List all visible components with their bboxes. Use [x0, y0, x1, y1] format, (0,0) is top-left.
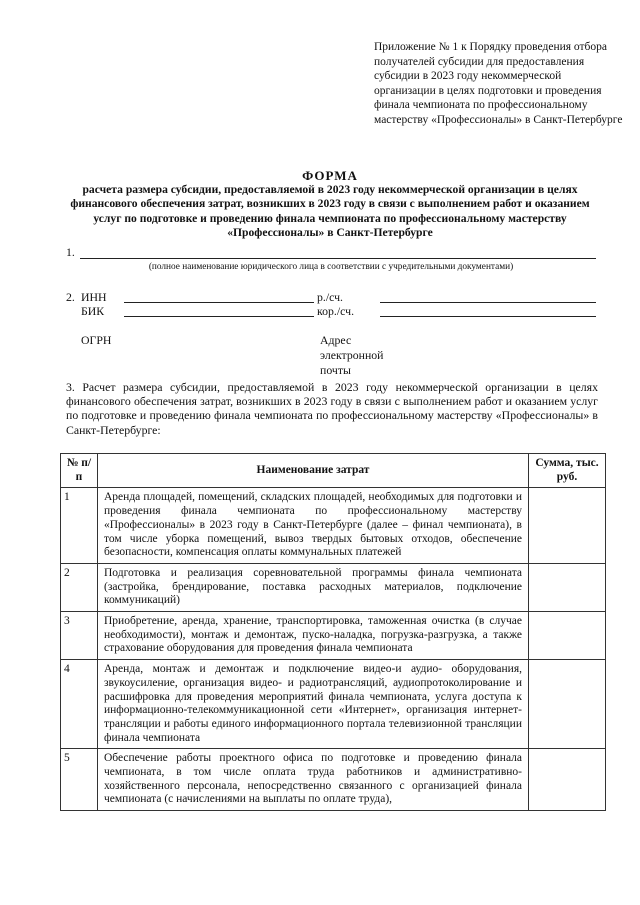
field2-number: 2.: [66, 290, 75, 304]
row-number: 1: [61, 488, 98, 564]
appendix-note: Приложение № 1 к Порядку проведения отбора получателей субсидии для предоставления субсидии в 2023 году некоммерческой организации в целях подготовки и проведения финала чемпионата по профессиональному мастерству «Профессионалы» в Санкт-Петербурге: [374, 41, 623, 126]
row-number: 2: [61, 563, 98, 611]
email-label-2: электронной: [320, 348, 384, 362]
header-name: Наименование затрат: [98, 454, 529, 488]
row-name: Обеспечение работы проектного офиса по подготовке и проведению финала чемпионата, в том числе оплата труда работников и административно-хозяйственного персонала, непосредственно связанного с организацией финала чемпионата (с начислениями на выплаты по оплате труда),: [98, 749, 529, 811]
row-name: Приобретение, аренда, хранение, транспортировка, таможенная очистка (в случае необходимости), монтаж и демонтаж, пуско-наладка, погрузка-разгрузка, а также страхование оборудования для проведения финала чемпионата: [98, 612, 529, 660]
ogrn-label: ОГРН: [81, 333, 112, 347]
row-number: 3: [61, 612, 98, 660]
row-number: 5: [61, 749, 98, 811]
inn-label: ИНН: [81, 290, 107, 304]
row-name: Подготовка и реализация соревновательной программы финала чемпионата (застройка, брендирование, поставка расходных материалов, подключение коммуникаций): [98, 563, 529, 611]
row-sum[interactable]: [529, 749, 606, 811]
field1-number: 1.: [66, 245, 75, 259]
email-label-1: Адрес: [320, 333, 352, 347]
row-sum[interactable]: [529, 488, 606, 564]
costs-table: [60, 453, 606, 811]
table-row: [61, 612, 606, 660]
paragraph-3: 3. Расчет размера субсидии, предоставляемой в 2023 году некоммерческой организации в целях финансового обеспечения затрат, возникших в 2023 году в связи с выполнением работ и оказанием услуг по подготовке и проведению финала чемпионата по профессиональному мастерству «Профессионалы» в Санкт-Петербурге:: [66, 380, 598, 437]
row-sum[interactable]: [529, 563, 606, 611]
form-subheading: расчета размера субсидии, предоставляемой в 2023 году некоммерческой организации в целях финансового обеспечения затрат, возникших в 2023 году в связи с выполнением работ и оказанием услуг по подготовке и проведению финала чемпионата по профессиональному мастерству «Профессионалы» в Санкт-Петербурге: [70, 183, 590, 239]
row-sum[interactable]: [529, 660, 606, 749]
rs-label: р./сч.: [317, 290, 344, 304]
table-row: [61, 488, 606, 564]
table-row: [61, 563, 606, 611]
row-number: 4: [61, 660, 98, 749]
row-name: Аренда, монтаж и демонтаж и подключение видео-и аудио- оборудования, звукоусиление, организация видео- и радиотрансляций, аудиопротоколирование и расшифровка для проведения мероприятий финала чемпионата, услуга доступа к информационно-телекоммуникационной сети «Интернет», организация интернет-трансляции и работы единого информационного портала телевизионной трансляции финала чемпионата: [98, 660, 529, 749]
bik-label: БИК: [81, 304, 105, 318]
email-label-3: почты: [320, 363, 351, 377]
header-num: № п/п: [61, 454, 98, 488]
form-heading: ФОРМА: [302, 168, 358, 183]
table-header-row: [61, 454, 606, 488]
header-sum: Сумма, тыс. руб.: [529, 454, 606, 488]
field1-caption: (полное наименование юридического лица в соответствии с учредительными документами): [148, 262, 514, 272]
table-row: [61, 749, 606, 811]
ks-label: кор./сч.: [317, 304, 355, 318]
row-sum[interactable]: [529, 612, 606, 660]
row-name: Аренда площадей, помещений, складских площадей, необходимых для подготовки и проведения финала чемпионата по профессиональному мастерству «Профессионалы» в 2023 году в Санкт-Петербурге (далее – финал чемпионата), в том числе уборка помещений, вывоз твердых бытовых отходов, обеспечение безопасности, компенсация оплаты коммунальных платежей: [98, 488, 529, 564]
table-row: [61, 660, 606, 749]
